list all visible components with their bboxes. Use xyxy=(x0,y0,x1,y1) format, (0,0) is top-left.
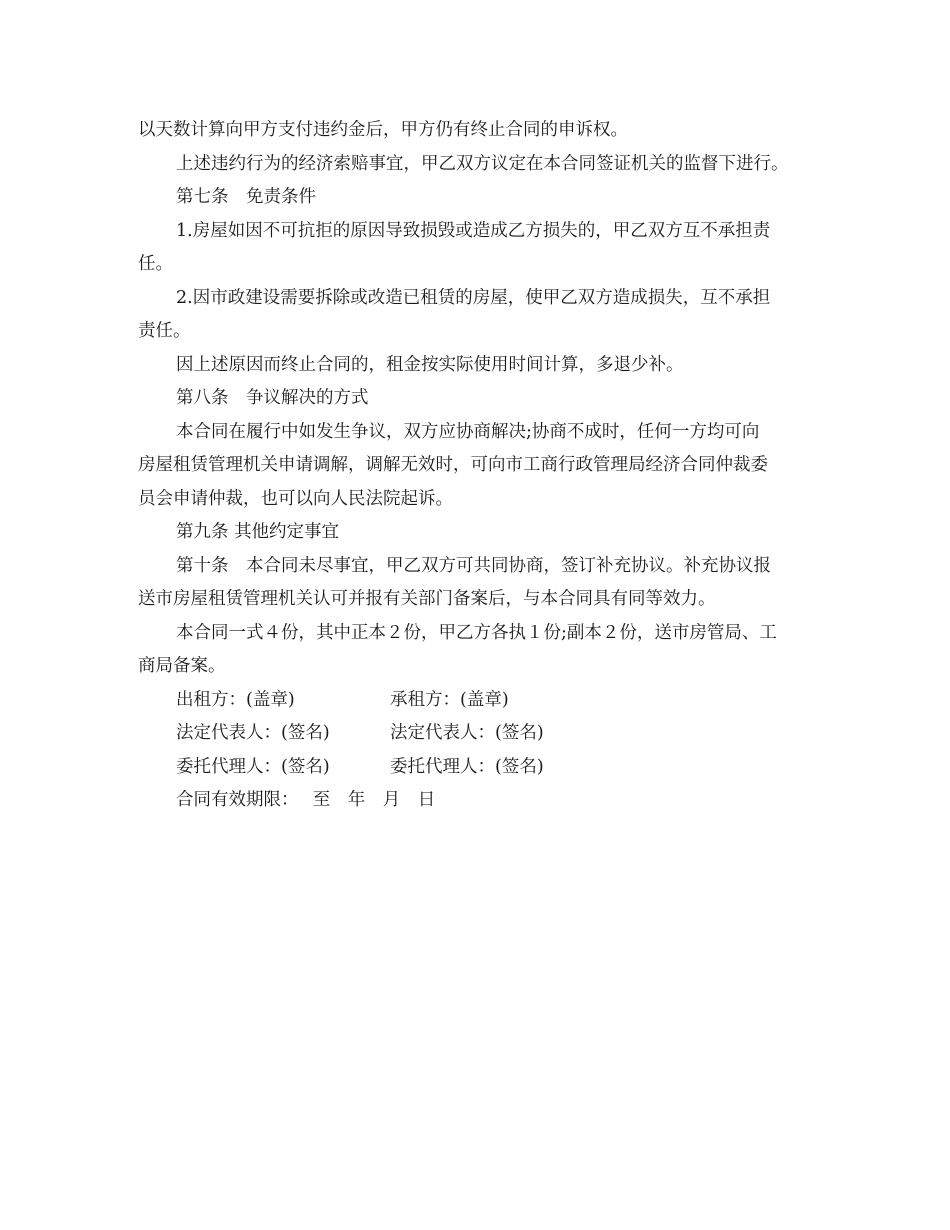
text-line: 第七条 免责条件 xyxy=(176,187,316,207)
signature-row-legal-rep xyxy=(138,717,814,751)
lessor-agent-label: 委托代理人：(签名) xyxy=(176,756,330,777)
copies-clause-wrap xyxy=(138,650,814,684)
text-line: 2.因市政建设需要拆除或改造已租赁的房屋，使甲乙双方造成损失，互不承担 xyxy=(176,287,771,308)
text-line: 商局备案。 xyxy=(138,656,226,676)
text-line: 合同有效期限： 至 年 月 日 xyxy=(176,790,436,810)
text-line: 员会申请仲裁，也可以向人民法院起诉。 xyxy=(138,488,453,509)
text-line: 因上述原因而终止合同的，租金按实际使用时间计算，多退少补。 xyxy=(176,354,684,375)
text-line: 以天数计算向甲方支付违约金后，甲方仍有终止合同的申诉权。 xyxy=(138,120,628,140)
article-10-body xyxy=(138,550,814,584)
article-8-heading xyxy=(138,382,814,416)
text-line: 本合同在履行中如发生争议，双方应协商解决;协商不成时，任何一方均可向 xyxy=(176,421,760,442)
text-line: 本合同一式４份，其中正本２份，甲乙方各执１份;副本２份，送市房管局、工 xyxy=(176,622,777,643)
article-7-item-1-wrap xyxy=(138,248,814,282)
article-7-item-2 xyxy=(138,282,814,316)
signature-row-party xyxy=(138,684,814,718)
article-7-heading xyxy=(138,181,814,215)
text-line: 第八条 争议解决的方式 xyxy=(176,388,369,408)
article-7-item-2-wrap xyxy=(138,315,814,349)
text-line: 责任。 xyxy=(138,321,191,341)
article-8-body-wrap-2 xyxy=(138,483,814,517)
text-line: 上述违约行为的经济索赔事宜，甲乙双方议定在本合同签证机关的监督下进行。 xyxy=(176,153,789,174)
lessee-agent-label: 委托代理人：(签名) xyxy=(390,756,544,777)
article-8-body xyxy=(138,416,814,450)
article-7-item-1 xyxy=(138,215,814,249)
lessee-legal-rep-label: 法定代表人：(签名) xyxy=(390,723,544,743)
text-line: 送市房屋租赁管理机关认可并报有关部门备案后，与本合同具有同等效力。 xyxy=(138,589,716,609)
copies-clause xyxy=(138,617,814,651)
text-line: 第九条 其他约定事宜 xyxy=(176,522,340,542)
text-line: 1.房屋如因不可抗拒的原因导致损毁或造成乙方损失的，甲乙双方互不承担责 xyxy=(176,220,771,241)
lessor-legal-rep-label: 法定代表人：(签名) xyxy=(176,723,330,743)
contract-validity-period xyxy=(138,784,814,818)
paragraph-continuation xyxy=(138,114,814,148)
lessor-seal-label: 出租方：(盖章) xyxy=(176,689,295,710)
article-8-body-wrap-1 xyxy=(138,449,814,483)
signature-row-agent xyxy=(138,751,814,785)
article-9-heading xyxy=(138,516,814,550)
text-line: 任。 xyxy=(138,254,173,274)
article-10-body-wrap xyxy=(138,583,814,617)
text-line: 房屋租赁管理机关申请调解，调解无效时，可向市工商行政管理局经济合同仲裁委 xyxy=(138,455,768,475)
paragraph-rent-settlement xyxy=(138,349,814,383)
paragraph-economic-claims xyxy=(138,148,814,182)
lessee-seal-label: 承租方：(盖章) xyxy=(390,689,509,710)
text-line: 第十条 本合同未尽事宜，甲乙双方可共同协商，签订补充协议。补充协议报 xyxy=(176,555,771,576)
document-body xyxy=(138,114,814,818)
